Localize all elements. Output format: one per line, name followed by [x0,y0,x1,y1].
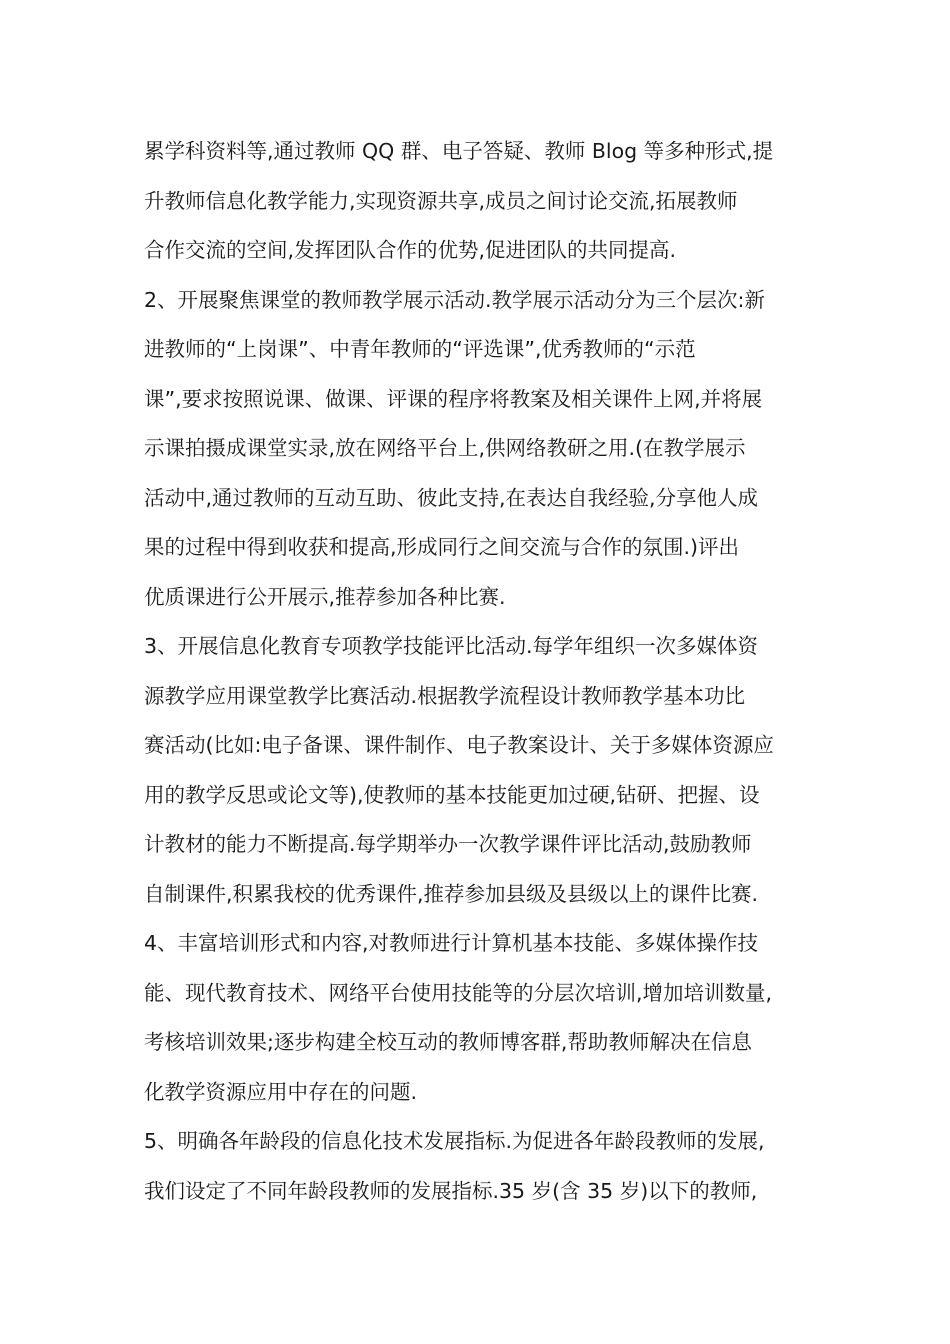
text-line: 4、丰富培训形式和内容,对教师进行计算机基本技能、多媒体操作技 [144,931,759,955]
text-line: 进教师的“上岗课”、中青年教师的“评选课”,优秀教师的“示范 [144,337,696,361]
text-line: 考核培训效果;逐步构建全校互动的教师博客群,帮助教师解决在信息 [144,1030,752,1054]
text-line: 自制课件,积累我校的优秀课件,推荐参加县级及县级以上的课件比赛. [144,881,759,906]
text-line: 赛活动(比如:电子备课、课件制作、电子教案设计、关于多媒体资源应 [144,733,774,757]
text-line: 5、明确各年龄段的信息化技术发展指标.为促进各年龄段教师的发展, [144,1129,765,1153]
text-line: 累学科资料等,通过教师 QQ 群、电子答疑、教师 Blog 等多种形式,提 [144,139,774,163]
text-line: 用的教学反思或论文等),使教师的基本技能更加过硬,钻研、把握、设 [144,782,760,807]
text-line: 课”,要求按照说课、做课、评课的程序将教案及相关课件上网,并将展 [144,386,763,411]
text-line: 我们设定了不同年龄段教师的发展指标.35 岁(含 35 岁)以下的教师, [144,1178,758,1203]
body-text [144,131,814,1220]
text-line: 计教材的能力不断提高.每学期举办一次教学课件评比活动,鼓励教师 [144,832,752,856]
text-line: 源教学应用课堂教学比赛活动.根据教学流程设计教师教学基本功比 [144,683,746,708]
text-line: 3、开展信息化教育专项教学技能评比活动.每学年组织一次多媒体资 [144,634,759,658]
text-line: 2、开展聚焦课堂的教师教学展示活动.教学展示活动分为三个层次:新 [144,287,765,312]
text-line: 优质课进行公开展示,推荐参加各种比赛. [144,584,506,609]
text-line: 果的过程中得到收获和提高,形成同行之间交流与合作的氛围.)评出 [144,535,740,559]
text-line: 示课拍摄成课堂实录,放在网络平台上,供网络教研之用.(在教学展示 [144,436,746,460]
text-line: 升教师信息化教学能力,实现资源共享,成员之间讨论交流,拓展教师 [144,188,738,213]
text-line: 化教学资源应用中存在的问题. [144,1079,418,1104]
text-line: 活动中,通过教师的互动互助、彼此支持,在表达自我经验,分享他人成 [144,485,759,510]
text-line: 合作交流的空间,发挥团队合作的优势,促进团队的共同提高. [144,238,677,262]
text-line: 能、现代教育技术、网络平台使用技能等的分层次培训,增加培训数量, [144,980,773,1005]
